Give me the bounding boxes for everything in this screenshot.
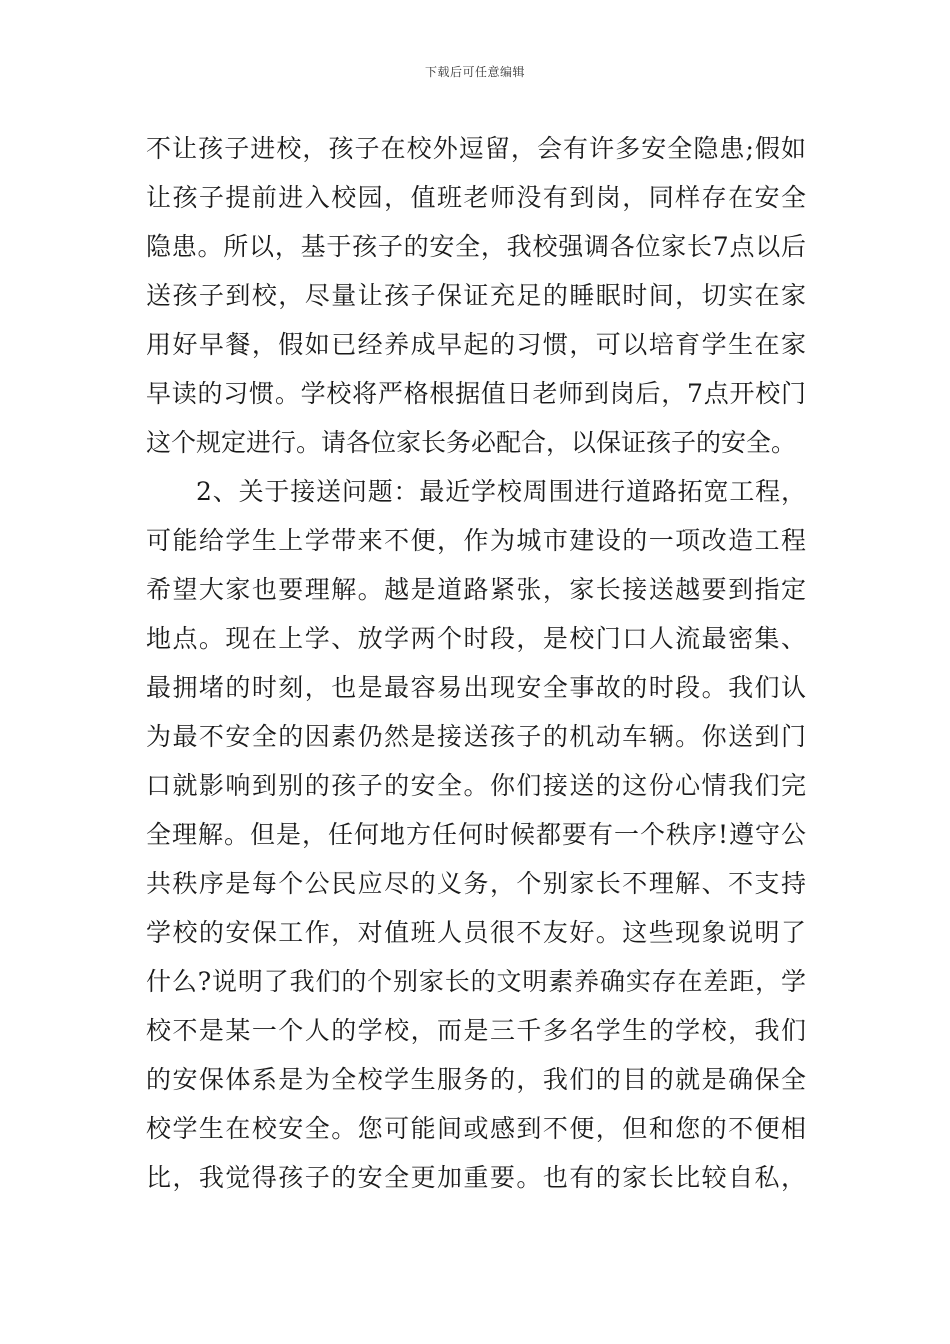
text-line: 校不是某一个人的学校，而是三千多名学生的学校，我们 <box>146 1016 806 1045</box>
text-line: 最拥堵的时刻，也是最容易出现安全事故的时段。我们认 <box>146 673 806 702</box>
text-line: 比，我觉得孩子的安全更加重要。也有的家长比较自私， <box>146 1163 806 1192</box>
text-line: 为最不安全的因素仍然是接送孩子的机动车辆。你送到门 <box>146 722 806 751</box>
text-line: 口就影响到别的孩子的安全。你们接送的这份心情我们完 <box>146 771 806 800</box>
text-line: 早读的习惯。学校将严格根据值日老师到岗后，7点开校门 <box>146 379 806 408</box>
text-line: 不让孩子进校，孩子在校外逗留，会有许多安全隐患;假如 <box>146 134 806 163</box>
paragraph-2 <box>146 467 806 1202</box>
document-body <box>146 124 806 1202</box>
text-line: 学校的安保工作，对值班人员很不友好。这些现象说明了 <box>146 918 806 947</box>
text-line: 校学生在校安全。您可能间或感到不便，但和您的不便相 <box>146 1114 806 1143</box>
text-line: 让孩子提前进入校园，值班老师没有到岗，同样存在安全 <box>146 183 806 212</box>
text-line: 送孩子到校，尽量让孩子保证充足的睡眠时间，切实在家 <box>146 281 806 310</box>
text-line: 全理解。但是，任何地方任何时候都要有一个秩序!遵守公 <box>146 820 806 849</box>
text-line: 用好早餐，假如已经养成早起的习惯，可以培育学生在家 <box>146 330 806 359</box>
text-line: 可能给学生上学带来不便，作为城市建设的一项改造工程 <box>146 526 806 555</box>
text-line: 希望大家也要理解。越是道路紧张，家长接送越要到指定 <box>146 575 806 604</box>
page-header: 下载后可任意编辑 <box>424 65 525 79</box>
text-line: 隐患。所以，基于孩子的安全，我校强调各位家长7点以后 <box>146 232 806 261</box>
text-line: 这个规定进行。请各位家长务必配合，以保证孩子的安全。 <box>146 428 797 457</box>
text-line: 共秩序是每个公民应尽的义务，个别家长不理解、不支持 <box>146 869 806 898</box>
text-line: 什么?说明了我们的个别家长的文明素养确实存在差距，学 <box>146 967 806 996</box>
text-line: 地点。现在上学、放学两个时段，是校门口人流最密集、 <box>146 624 806 653</box>
text-line: 2、关于接送问题：最近学校周围进行道路拓宽工程， <box>196 477 806 506</box>
paragraph-1 <box>146 124 806 467</box>
text-line: 的安保体系是为全校学生服务的，我们的目的就是确保全 <box>146 1065 806 1094</box>
